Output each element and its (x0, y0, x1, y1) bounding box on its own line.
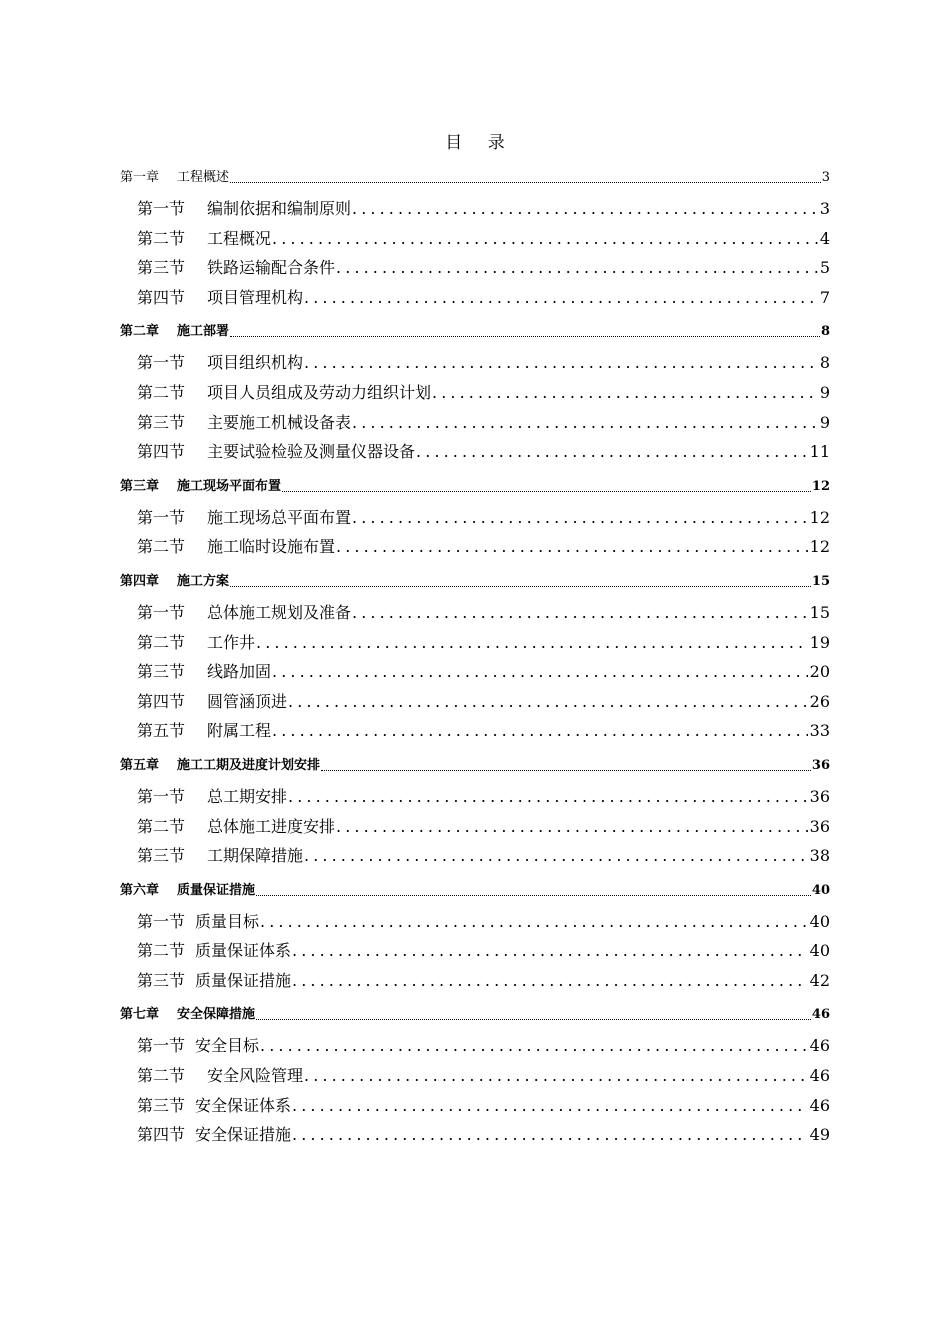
toc-section-entry[interactable] (137, 718, 830, 748)
dot-leader (336, 537, 808, 556)
section-number: 第一节 (137, 1036, 186, 1056)
section-page-number: 46 (809, 1036, 830, 1056)
toc-chapter-entry[interactable] (120, 570, 830, 596)
section-number: 第三节 (137, 662, 186, 682)
section-number: 第二节 (137, 1066, 186, 1086)
toc-section-entry[interactable] (137, 196, 830, 226)
section-number: 第三节 (137, 412, 186, 432)
dot-leader (288, 787, 808, 806)
section-number: 第一节 (137, 507, 186, 527)
chapter-page-number: 8 (820, 324, 830, 340)
section-title: 安全目标 (195, 1036, 260, 1056)
dot-leader (304, 353, 818, 372)
toc-section-list (120, 905, 830, 998)
toc-section-list (120, 596, 830, 748)
section-title: 主要试验检验及测量仪器设备 (207, 442, 416, 462)
section-page-number: 12 (809, 507, 830, 527)
dot-leader (304, 1066, 808, 1085)
dot-leader (230, 335, 820, 337)
section-title: 工程概况 (207, 228, 272, 248)
dot-leader (256, 1018, 811, 1020)
dot-leader (272, 229, 818, 248)
toc-section-entry[interactable] (137, 814, 830, 844)
section-number: 第四节 (137, 691, 186, 711)
toc-section-entry[interactable] (137, 380, 830, 410)
dot-leader (352, 199, 818, 218)
dot-leader (292, 1096, 808, 1115)
dot-leader (432, 383, 818, 402)
section-page-number: 12 (809, 537, 830, 557)
toc-section-entry[interactable] (137, 439, 830, 469)
section-page-number: 36 (809, 816, 830, 836)
toc-chapter-entry[interactable] (120, 879, 830, 905)
section-page-number: 49 (809, 1125, 830, 1145)
toc-chapter-entry[interactable] (120, 320, 830, 346)
toc-section-entry[interactable] (137, 843, 830, 873)
section-title: 施工现场总平面布置 (207, 507, 352, 527)
toc-title: 目 录 (445, 133, 515, 153)
section-title: 安全风险管理 (207, 1066, 304, 1086)
toc-section-entry[interactable] (137, 689, 830, 719)
section-page-number: 40 (809, 941, 830, 961)
chapter-title: 施工工期及进度计划安排 (177, 757, 321, 773)
chapter-number: 第四章 (120, 573, 160, 589)
toc-section-entry[interactable] (137, 1063, 830, 1093)
chapter-number: 第六章 (120, 882, 160, 898)
toc-section-entry[interactable] (137, 285, 830, 315)
section-title: 主要施工机械设备表 (207, 412, 352, 432)
section-page-number: 5 (819, 258, 830, 278)
chapter-number: 第一章 (120, 170, 160, 185)
chapter-title: 工程概述 (177, 170, 230, 185)
dot-leader (260, 1036, 808, 1055)
chapter-page-number: 36 (811, 757, 830, 773)
section-title: 项目人员组成及劳动力组织计划 (207, 382, 432, 402)
dot-leader (272, 721, 808, 740)
toc-section-entry[interactable] (137, 534, 830, 564)
toc-section-entry[interactable] (137, 255, 830, 285)
dot-leader (416, 442, 808, 461)
section-page-number: 20 (809, 662, 830, 682)
section-title: 安全保证措施 (195, 1125, 292, 1145)
section-number: 第四节 (137, 287, 186, 307)
section-page-number: 8 (819, 353, 830, 373)
dot-leader (352, 413, 818, 432)
toc-section-entry[interactable] (137, 350, 830, 380)
chapter-title: 质量保证措施 (177, 882, 256, 898)
section-page-number: 36 (809, 786, 830, 806)
toc-section-entry[interactable] (137, 1093, 830, 1123)
section-number: 第二节 (137, 382, 186, 402)
toc-section-entry[interactable] (137, 784, 830, 814)
toc-chapter-entry[interactable] (120, 1003, 830, 1029)
toc-section-list (120, 192, 830, 314)
section-number: 第一节 (137, 353, 186, 373)
section-number: 第三节 (137, 846, 186, 866)
toc-section-list (120, 501, 830, 564)
chapter-number: 第七章 (120, 1007, 160, 1023)
section-title: 铁路运输配合条件 (207, 258, 336, 278)
section-title: 线路加固 (207, 662, 272, 682)
section-page-number: 33 (809, 721, 830, 741)
toc-section-entry[interactable] (137, 410, 830, 440)
section-number: 第三节 (137, 258, 186, 278)
section-title: 质量保证措施 (195, 970, 292, 990)
chapter-page-number: 3 (821, 170, 830, 185)
section-page-number: 4 (819, 228, 830, 248)
dot-leader (272, 662, 808, 681)
section-number: 第三节 (137, 1095, 186, 1115)
dot-leader (230, 181, 821, 183)
toc-section-list (120, 346, 830, 468)
section-title: 项目组织机构 (207, 353, 304, 373)
section-title: 总体施工规划及准备 (207, 602, 352, 622)
section-number: 第一节 (137, 602, 186, 622)
section-title: 编制依据和编制原则 (207, 199, 352, 218)
section-title: 施工临时设施布置 (207, 537, 336, 557)
chapter-number: 第三章 (120, 478, 160, 494)
section-title: 工作井 (207, 632, 256, 652)
chapter-title: 安全保障措施 (177, 1007, 256, 1023)
chapter-page-number: 40 (811, 882, 830, 898)
section-title: 附属工程 (207, 721, 272, 741)
section-page-number: 46 (809, 1095, 830, 1115)
toc-section-entry[interactable] (137, 1033, 830, 1063)
section-title: 质量保证体系 (195, 941, 292, 961)
dot-leader (336, 258, 818, 277)
section-number: 第四节 (137, 1125, 186, 1145)
toc-section-entry[interactable] (137, 659, 830, 689)
toc-section-entry[interactable] (137, 505, 830, 535)
toc-chapter-entry[interactable] (120, 475, 830, 501)
section-page-number: 46 (809, 1066, 830, 1086)
section-number: 第三节 (137, 970, 186, 990)
toc-section-entry[interactable] (137, 938, 830, 968)
section-title: 工期保障措施 (207, 846, 304, 866)
dot-leader (304, 846, 808, 865)
section-page-number: 11 (809, 442, 830, 462)
dot-leader (292, 1125, 808, 1144)
dot-leader (352, 508, 808, 527)
section-page-number: 3 (819, 199, 830, 218)
dot-leader (230, 585, 811, 587)
chapter-page-number: 46 (811, 1007, 830, 1023)
dot-leader (292, 941, 808, 960)
section-title: 安全保证体系 (195, 1095, 292, 1115)
toc-section-entry[interactable] (137, 909, 830, 939)
toc-section-entry[interactable] (137, 600, 830, 630)
dot-leader (292, 971, 808, 990)
section-title: 总体施工进度安排 (207, 816, 336, 836)
dot-leader (321, 769, 811, 771)
table-of-contents (120, 166, 830, 1152)
chapter-page-number: 12 (811, 478, 830, 494)
section-page-number: 9 (819, 382, 830, 402)
section-number: 第二节 (137, 228, 186, 248)
chapter-number: 第二章 (120, 324, 160, 340)
section-page-number: 40 (809, 911, 830, 931)
section-page-number: 19 (809, 632, 830, 652)
toc-section-entry[interactable] (137, 630, 830, 660)
dot-leader (336, 817, 808, 836)
section-page-number: 42 (809, 970, 830, 990)
section-number: 第一节 (137, 199, 186, 218)
section-number: 第四节 (137, 442, 186, 462)
section-title: 圆管涵顶进 (207, 691, 288, 711)
dot-leader (256, 633, 808, 652)
section-page-number: 7 (819, 287, 830, 307)
section-title: 项目管理机构 (207, 287, 304, 307)
section-page-number: 9 (819, 412, 830, 432)
section-number: 第一节 (137, 911, 186, 931)
section-page-number: 26 (809, 691, 830, 711)
section-number: 第二节 (137, 537, 186, 557)
dot-leader (304, 288, 818, 307)
section-title: 质量目标 (195, 911, 260, 931)
toc-chapter-entry[interactable] (120, 166, 830, 192)
toc-section-list (120, 1029, 830, 1151)
section-page-number: 38 (809, 846, 830, 866)
dot-leader (282, 490, 811, 492)
toc-section-entry[interactable] (137, 226, 830, 256)
chapter-title: 施工方案 (177, 573, 230, 589)
dot-leader (352, 603, 808, 622)
chapter-title: 施工部署 (177, 324, 230, 340)
section-number: 第二节 (137, 941, 186, 961)
section-number: 第二节 (137, 816, 186, 836)
dot-leader (260, 912, 808, 931)
chapter-number: 第五章 (120, 757, 160, 773)
section-title: 总工期安排 (207, 786, 288, 806)
dot-leader (288, 692, 808, 711)
toc-section-entry[interactable] (137, 968, 830, 998)
toc-section-list (120, 780, 830, 873)
dot-leader (256, 894, 811, 896)
toc-chapter-entry[interactable] (120, 754, 830, 780)
section-number: 第二节 (137, 632, 186, 652)
chapter-page-number: 15 (811, 573, 830, 589)
toc-section-entry[interactable] (137, 1122, 830, 1152)
section-page-number: 15 (809, 602, 830, 622)
chapter-title: 施工现场平面布置 (177, 478, 282, 494)
section-number: 第一节 (137, 786, 186, 806)
section-number: 第五节 (137, 721, 186, 741)
